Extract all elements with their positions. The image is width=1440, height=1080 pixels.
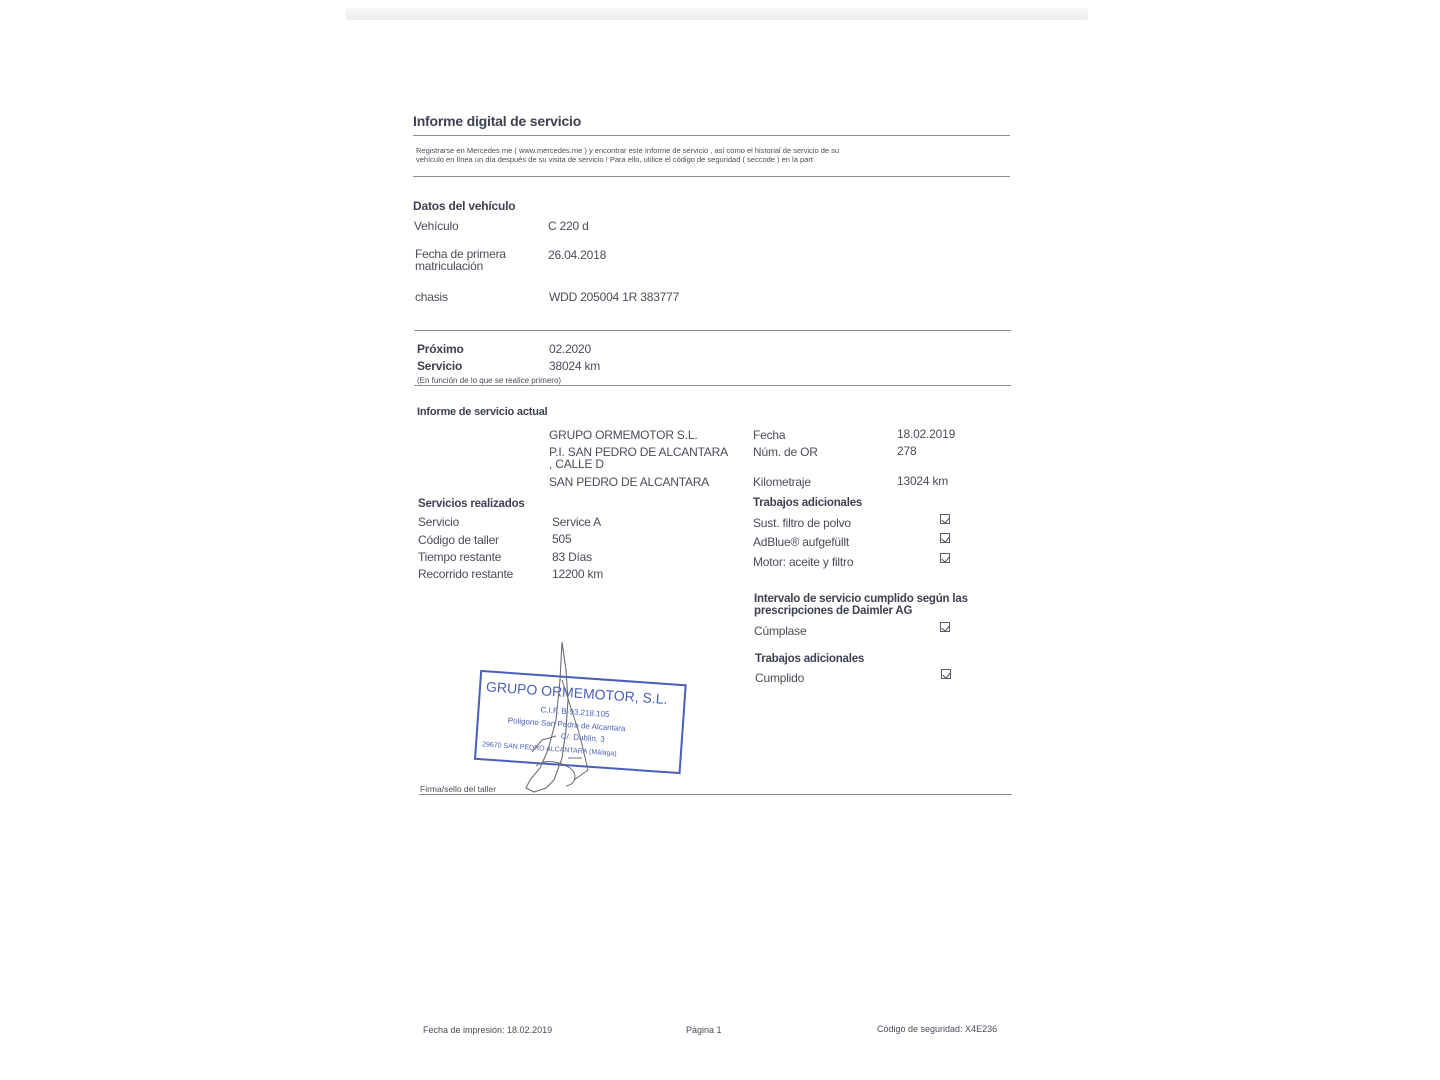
additional-item-label: Sust. filtro de polvo [753, 516, 851, 530]
workshop-city: SAN PEDRO DE ALCANTARA [549, 475, 710, 489]
chassis-label: chasis [415, 290, 448, 304]
service-row-label: Tiempo restante [418, 550, 502, 564]
stamp-line-3: 29670 SAN PEDRO ALCANTARA (Málaga) [481, 741, 617, 758]
km-value: 13024 km [897, 474, 949, 488]
divider [414, 385, 1011, 386]
divider [413, 176, 1010, 177]
checkbox-checked-icon [940, 514, 950, 524]
workshop-address [549, 446, 728, 470]
checkbox-checked-icon [940, 622, 950, 632]
security-code: Código de seguridad: X4E236 [877, 1024, 998, 1034]
service-row-label: Servicio [418, 515, 460, 529]
registration-label-line-2: matriculación [415, 259, 484, 273]
document-title: Informe digital de servicio [413, 113, 582, 129]
interval-item-label: Cúmplase [754, 624, 807, 638]
divider [414, 330, 1011, 331]
print-date: Fecha de impresión: 18.02.2019 [423, 1025, 553, 1035]
interval-heading-line-1: Intervalo de servicio cumplido según las [754, 593, 968, 605]
signature-label: Firma/sello del taller [420, 784, 497, 794]
stamp-cif: C.I.F. B-93.218.105 [540, 705, 610, 720]
registration-value: 26.04.2018 [548, 248, 607, 262]
next-label-1: Próximo [417, 342, 464, 356]
intro-text [416, 146, 839, 164]
service-row-value: Service A [552, 515, 601, 529]
additional-work-2-item-label: Cumplido [755, 671, 805, 685]
service-row-label: Código de taller [418, 533, 499, 547]
registration-label [415, 248, 506, 272]
vehicle-heading: Datos del vehículo [413, 199, 516, 213]
page-number: Página 1 [686, 1025, 722, 1035]
additional-item-label: Motor: aceite y filtro [753, 555, 854, 569]
stamp-company: GRUPO ORMEMOTOR, S.L. [485, 678, 668, 708]
workshop-address-line-1: P.I. SAN PEDRO DE ALCANTARA [549, 445, 728, 459]
next-label-2: Servicio [417, 359, 463, 373]
services-heading: Servicios realizados [418, 498, 525, 510]
workshop-stamp [470, 640, 690, 800]
service-row-value: 505 [552, 532, 572, 546]
intro-line-2: vehículo en línea un día después de su visita de servicio ! Para ello, utilice el código de seguridad ( seccode ) en la part [416, 155, 813, 164]
date-label: Fecha [753, 428, 786, 442]
current-report-heading: Informe de servicio actual [417, 406, 548, 418]
additional-item-label: AdBlue® aufgefüllt [753, 535, 849, 549]
vehicle-label: Vehículo [414, 219, 459, 233]
km-label: Kilometraje [753, 475, 811, 489]
additional-work-2-heading: Trabajos adicionales [755, 653, 865, 665]
service-row-value: 83 Días [552, 550, 592, 564]
next-service-date: 02.2020 [549, 342, 591, 356]
divider [419, 794, 1012, 795]
checkbox-checked-icon [940, 533, 950, 543]
checkbox-checked-icon [941, 669, 951, 679]
next-service-km: 38024 km [549, 359, 601, 373]
intro-line-1: Registrarse en Mercedes me ( www.mercedes.me ) y encontrar este Informe de servicio , así como el historial de servicio de su [416, 146, 840, 155]
or-value: 278 [897, 444, 917, 458]
registration-label-line-1: Fecha de primera [415, 247, 506, 261]
next-service-note: (En función de lo que se realice primero) [417, 376, 562, 385]
date-value: 18.02.2019 [897, 427, 956, 441]
checkbox-checked-icon [940, 553, 950, 563]
chassis-value: WDD 205004 1R 383777 [549, 290, 680, 304]
service-row-value: 12200 km [552, 567, 604, 581]
workshop-address-line-2: , CALLE D [549, 457, 604, 471]
workshop-name: GRUPO ORMEMOTOR S.L. [549, 428, 698, 442]
interval-heading [754, 593, 968, 617]
service-row-label: Recorrido restante [418, 567, 514, 581]
stamp-line-2: C/. Dublin, 3 [560, 731, 606, 744]
top-band [346, 8, 1088, 20]
additional-work-heading: Trabajos adicionales [753, 497, 863, 509]
interval-heading-line-2: prescripciones de Daimler AG [754, 605, 913, 617]
stamp-line-1: Poligono San Pedro de Alcantara [507, 715, 626, 734]
divider [413, 135, 1010, 136]
or-label: Núm. de OR [753, 445, 818, 459]
vehicle-value: C 220 d [548, 219, 589, 233]
